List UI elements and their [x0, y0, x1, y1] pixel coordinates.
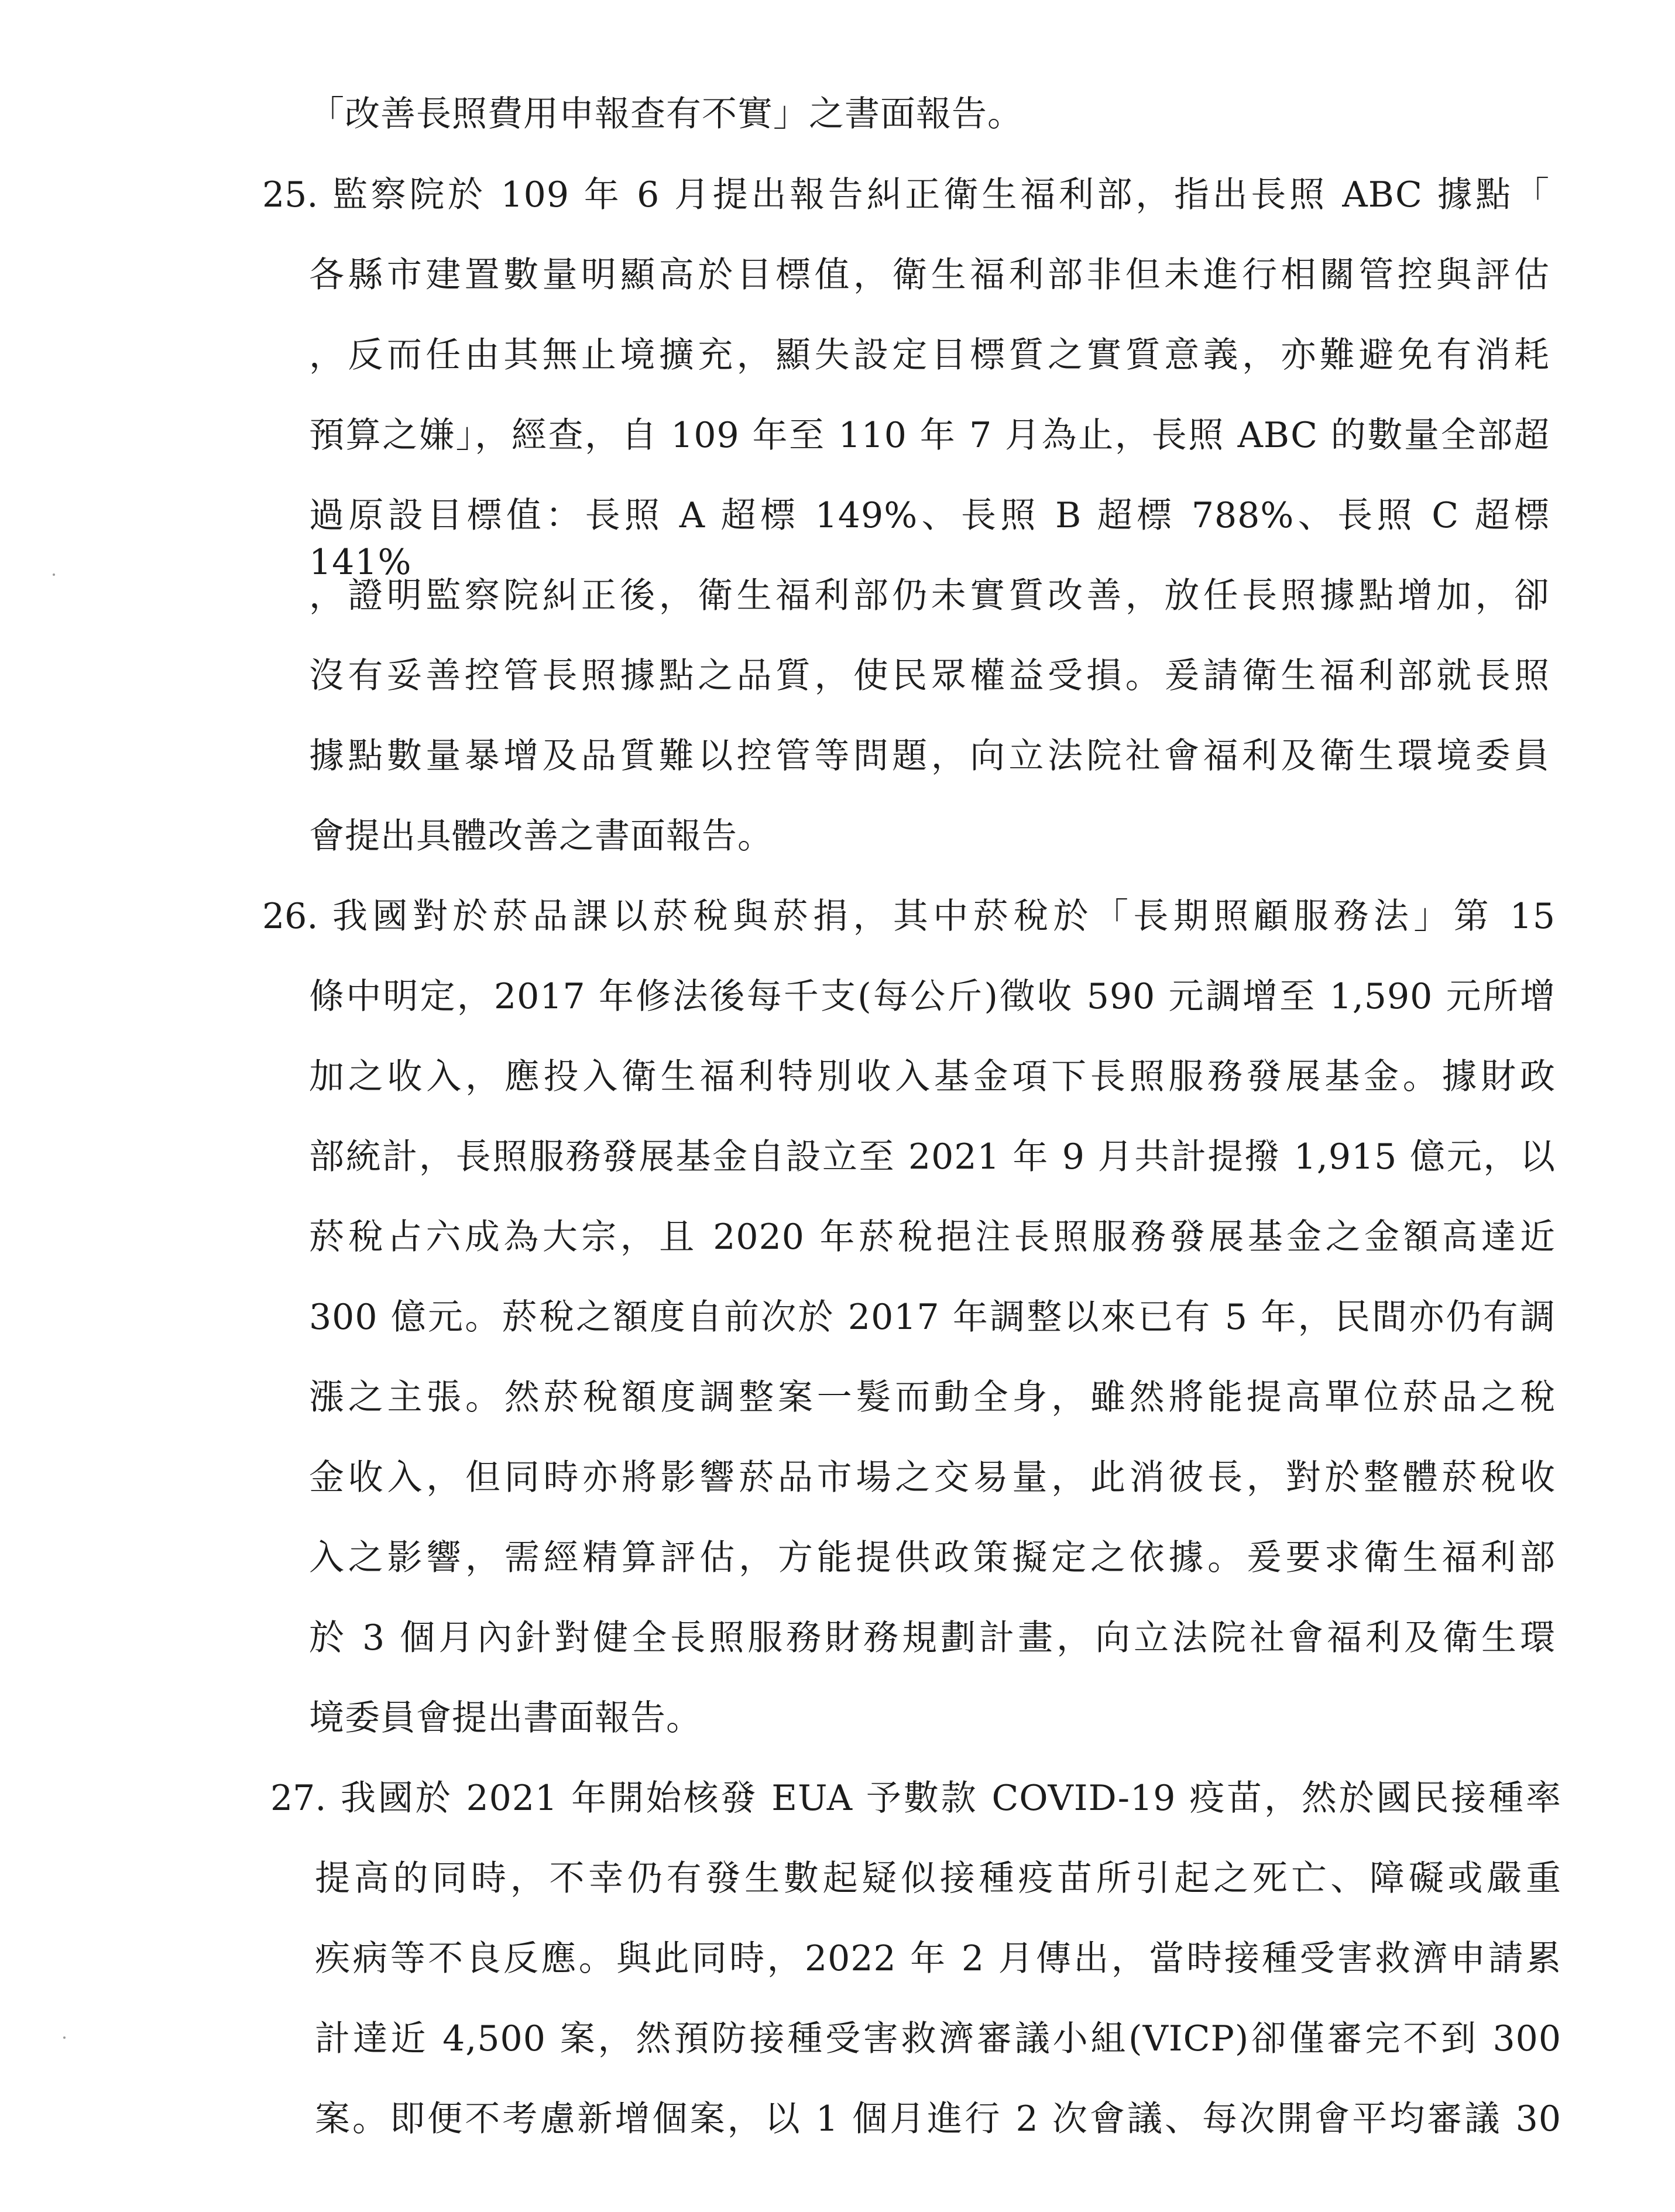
item-26-line-10: 於 3 個月內針對健全長照服務財務規劃計畫，向立法院社會福利及衛生環 [309, 1617, 1556, 1658]
item-27-line-1: 我國於 2021 年開始核發 EUA 予數款 COVID-19 疫苗，然於國民接種率 [341, 1778, 1561, 1819]
item-number-25: 25. [262, 174, 318, 215]
item-27-line-5: 案。即便不考慮新增個案，以 1 個月進行 2 次會議、每次開會平均審議 30 [315, 2098, 1561, 2139]
item-27-line-2: 提高的同時，不幸仍有發生數起疑似接種疫苗所引起之死亡、障礙或嚴重 [315, 1858, 1561, 1899]
item-26-line-3: 加之收入，應投入衛生福利特別收入基金項下長照服務發展基金。據財政 [309, 1056, 1556, 1097]
item-25-line-4: 預算之嫌」，經查，自 109 年至 110 年 7 月為止，長照 ABC 的數量全部超 [309, 415, 1550, 456]
item-25-line-5: 過原設目標值：長照 A 超標 149%、長照 B 超標 788%、長照 C 超標 141% [309, 495, 1550, 583]
item-27-line-4: 計達近 4,500 案，然預防接種受害救濟審議小組(VICP)卻僅審完不到 300 [315, 2018, 1561, 2059]
item-27-line-3: 疾病等不良反應。與此同時，2022 年 2 月傳出，當時接種受害救濟申請累 [315, 1938, 1561, 1979]
scan-speck [53, 573, 55, 576]
item-26-line-5: 菸稅占六成為大宗，且 2020 年菸稅挹注長照服務發展基金之金額高達近 [309, 1217, 1556, 1258]
item-25-line-9: 會提出具體改善之書面報告。 [309, 816, 773, 857]
item-number-27: 27. [270, 1778, 327, 1819]
item-25-line-6: ，證明監察院糾正後，衛生福利部仍未實質改善，放任長照據點增加，卻 [309, 575, 1550, 616]
item-26-line-2: 條中明定，2017 年修法後每千支(每公斤)徵收 590 元調增至 1,590 元所增 [309, 976, 1556, 1017]
item-26-line-11: 境委員會提出書面報告。 [309, 1698, 702, 1739]
item-number-26: 26. [262, 896, 318, 937]
item-25-line-2: 各縣市建置數量明顯高於目標值，衛生福利部非但未進行相關管控與評估 [309, 255, 1550, 296]
item-25-line-7: 沒有妥善控管長照據點之品質，使民眾權益受損。爰請衛生福利部就長照 [309, 655, 1550, 696]
item-26-line-8: 金收入，但同時亦將影響菸品市場之交易量，此消彼長，對於整體菸稅收 [309, 1457, 1556, 1498]
item-26-line-9: 入之影響，需經精算評估，方能提供政策擬定之依據。爰要求衛生福利部 [309, 1537, 1556, 1578]
item-25-line-8: 據點數量暴增及品質難以控管等問題，向立法院社會福利及衛生環境委員 [309, 736, 1550, 777]
item-25-line-3: ，反而任由其無止境擴充，顯失設定目標質之實質意義，亦難避免有消耗 [309, 335, 1550, 376]
continuation-line: 「改善長照費用申報查有不實」之書面報告。 [309, 94, 1023, 135]
item-26-line-7: 漲之主張。然菸稅額度調整案一髮而動全身，雖然將能提高單位菸品之稅 [309, 1377, 1556, 1418]
item-25-line-1: 監察院於 109 年 6 月提出報告糾正衛生福利部，指出長照 ABC 據點「 [332, 174, 1550, 215]
item-26-line-1: 我國對於菸品課以菸稅與菸捐，其中菸稅於「長期照顧服務法」第 15 [332, 896, 1556, 937]
item-26-line-4: 部統計，長照服務發展基金自設立至 2021 年 9 月共計提撥 1,915 億元，以 [309, 1136, 1556, 1177]
item-26-line-6: 300 億元。菸稅之額度自前次於 2017 年調整以來已有 5 年，民間亦仍有調 [309, 1297, 1556, 1338]
scan-speck [63, 2036, 66, 2039]
